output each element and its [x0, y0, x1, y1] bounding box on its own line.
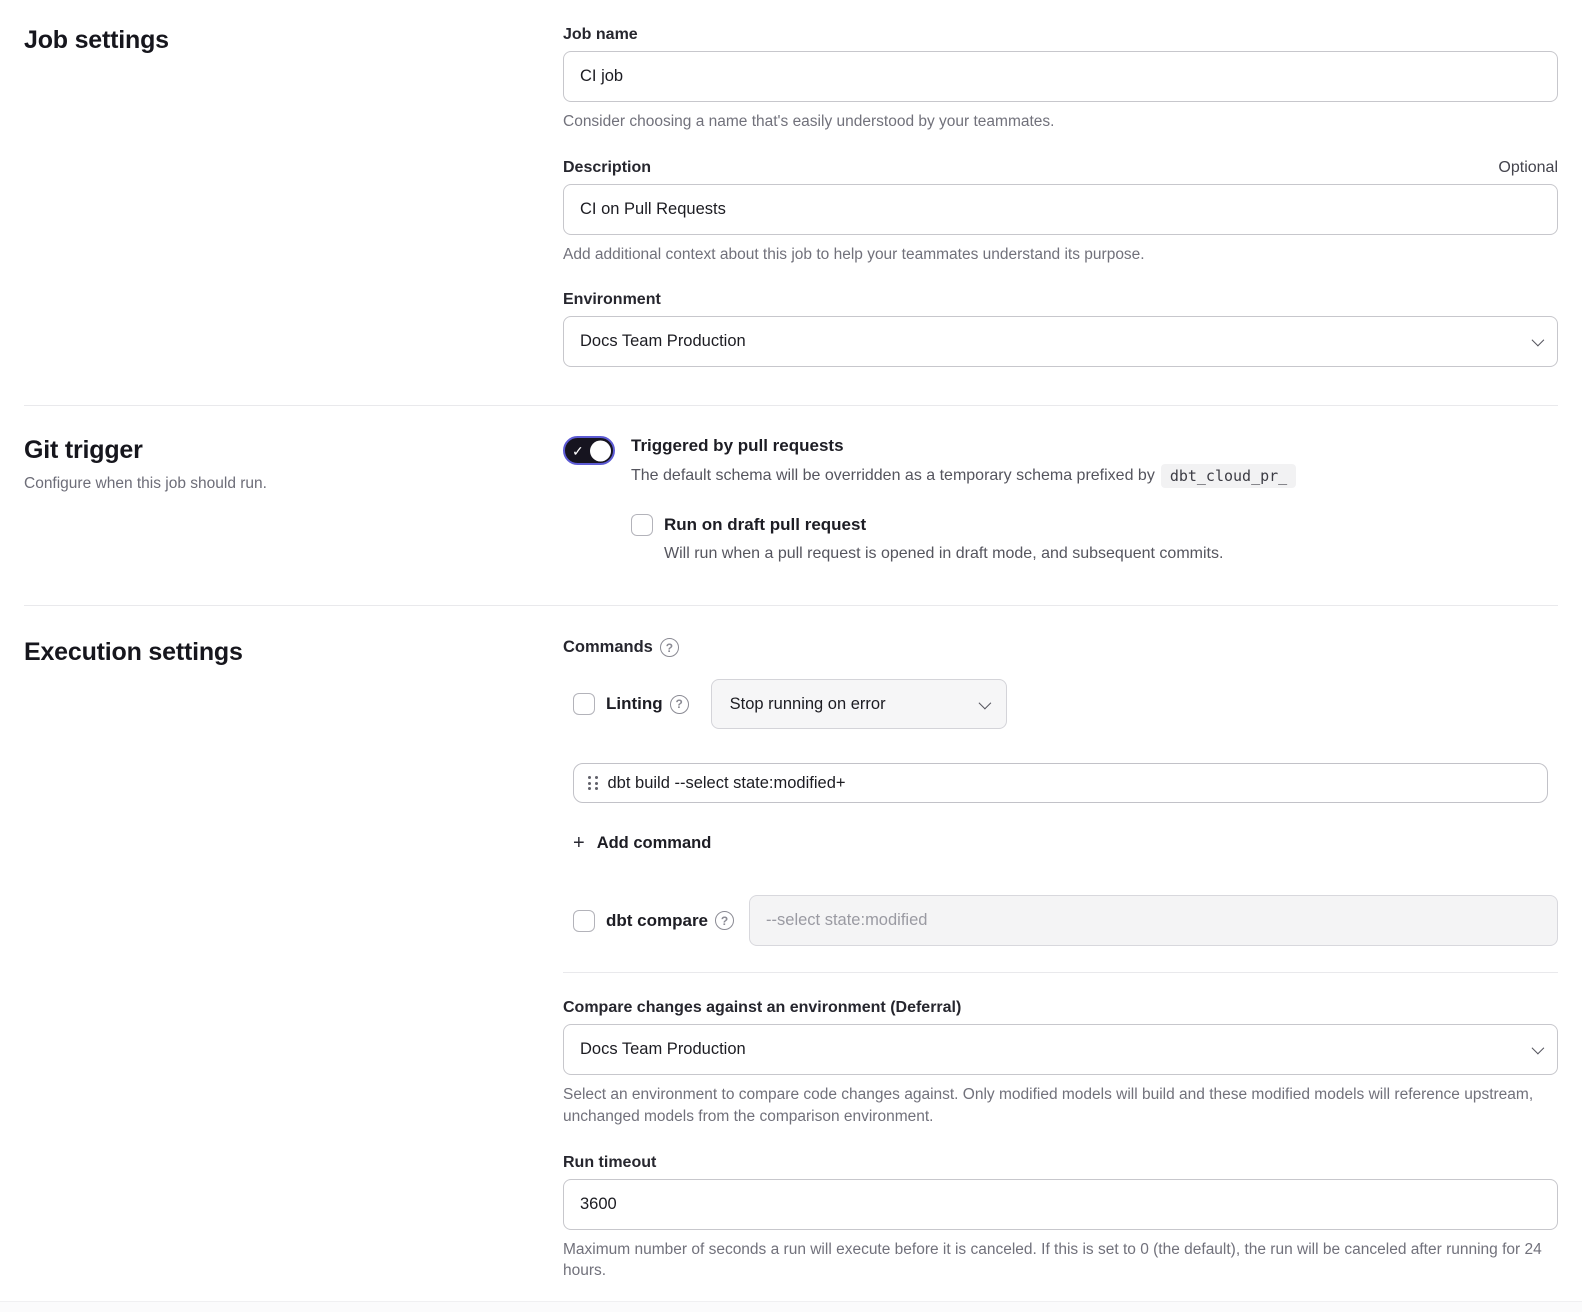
- deferral-select[interactable]: [563, 1024, 1558, 1075]
- command-input[interactable]: [608, 774, 1536, 793]
- section-execution-settings: [24, 605, 1558, 1312]
- commands-label: Commands: [563, 638, 653, 657]
- linting-checkbox[interactable]: [573, 693, 595, 715]
- job-name-label: Job name: [563, 26, 638, 43]
- environment-label: Environment: [563, 291, 661, 309]
- linting-mode-value: Stop running on error: [729, 694, 886, 713]
- deferral-helper: Select an environment to compare code changes against. Only modified models will build and these modified models will reference upstream, unchanged models from the comparison environment.: [563, 1086, 1534, 1126]
- dbt-compare-help-icon[interactable]: ?: [715, 911, 734, 930]
- git-trigger-subtitle: Configure when this job should run.: [24, 475, 267, 493]
- execution-settings-title: Execution settings: [24, 638, 243, 667]
- schema-helper-text: The default schema will be overridden as a temporary schema prefixed by: [631, 467, 1155, 485]
- run-on-draft-checkbox[interactable]: [631, 514, 653, 536]
- pull-request-toggle-helper: [631, 464, 1296, 488]
- dbt-compare-label: dbt compare: [606, 910, 709, 930]
- job-name-input[interactable]: [563, 51, 1558, 102]
- job-settings-title: Job settings: [24, 26, 169, 54]
- plus-icon: +: [573, 832, 585, 855]
- pull-request-toggle[interactable]: [563, 436, 615, 465]
- environment-select[interactable]: [563, 316, 1558, 367]
- run-on-draft-helper: Will run when a pull request is opened in draft mode, and subsequent commits.: [664, 545, 1224, 563]
- environment-select-value: Docs Team Production: [580, 332, 746, 351]
- linting-mode-select[interactable]: [711, 679, 1007, 729]
- add-command-label: Add command: [596, 833, 712, 852]
- job-name-field: [563, 26, 1558, 133]
- toggle-knob: [590, 440, 611, 461]
- chevron-down-icon: [1532, 334, 1545, 347]
- divider: [563, 972, 1558, 973]
- run-timeout-field: [563, 1154, 1558, 1282]
- run-timeout-label: Run timeout: [563, 1153, 657, 1171]
- description-input[interactable]: [563, 184, 1558, 235]
- run-timeout-helper: Maximum number of seconds a run will execute before it is canceled. If this is set to 0 (the default), the run will be canceled after running for 24 hours.: [563, 1240, 1542, 1280]
- run-timeout-input[interactable]: [563, 1179, 1558, 1230]
- dbt-compare-checkbox[interactable]: [573, 910, 595, 932]
- deferral-select-value: Docs Team Production: [580, 1040, 746, 1059]
- optional-tag: Optional: [1498, 158, 1558, 176]
- deferral-field: [563, 999, 1558, 1127]
- run-on-draft-label: Run on draft pull request: [664, 515, 867, 535]
- add-command-button[interactable]: [573, 833, 1558, 853]
- description-field: [563, 159, 1558, 266]
- command-row: [573, 763, 1548, 803]
- description-label: Description: [563, 158, 652, 176]
- linting-help-icon[interactable]: ?: [670, 695, 689, 714]
- linting-label: Linting: [606, 694, 663, 714]
- chevron-down-icon: [978, 697, 991, 710]
- environment-field: [563, 291, 1558, 367]
- deferral-label: Compare changes against an environment (Deferral): [563, 999, 962, 1017]
- section-git-trigger: [24, 405, 1558, 605]
- check-icon: ✓: [572, 442, 584, 459]
- description-helper: Add additional context about this job to help your teammates understand its purpose.: [563, 245, 1145, 263]
- pull-request-toggle-label: Triggered by pull requests: [631, 436, 844, 456]
- git-trigger-title: Git trigger: [24, 436, 143, 465]
- schema-prefix-code: dbt_cloud_pr_: [1161, 464, 1296, 488]
- commands-help-icon[interactable]: ?: [660, 638, 679, 657]
- chevron-down-icon: [1532, 1042, 1545, 1055]
- section-job-settings: [24, 0, 1558, 405]
- drag-handle-icon[interactable]: [588, 776, 598, 790]
- footer-strip: [0, 1301, 1582, 1312]
- job-name-helper: Consider choosing a name that's easily understood by your teammates.: [563, 113, 1055, 130]
- dbt-compare-input[interactable]: [749, 895, 1558, 946]
